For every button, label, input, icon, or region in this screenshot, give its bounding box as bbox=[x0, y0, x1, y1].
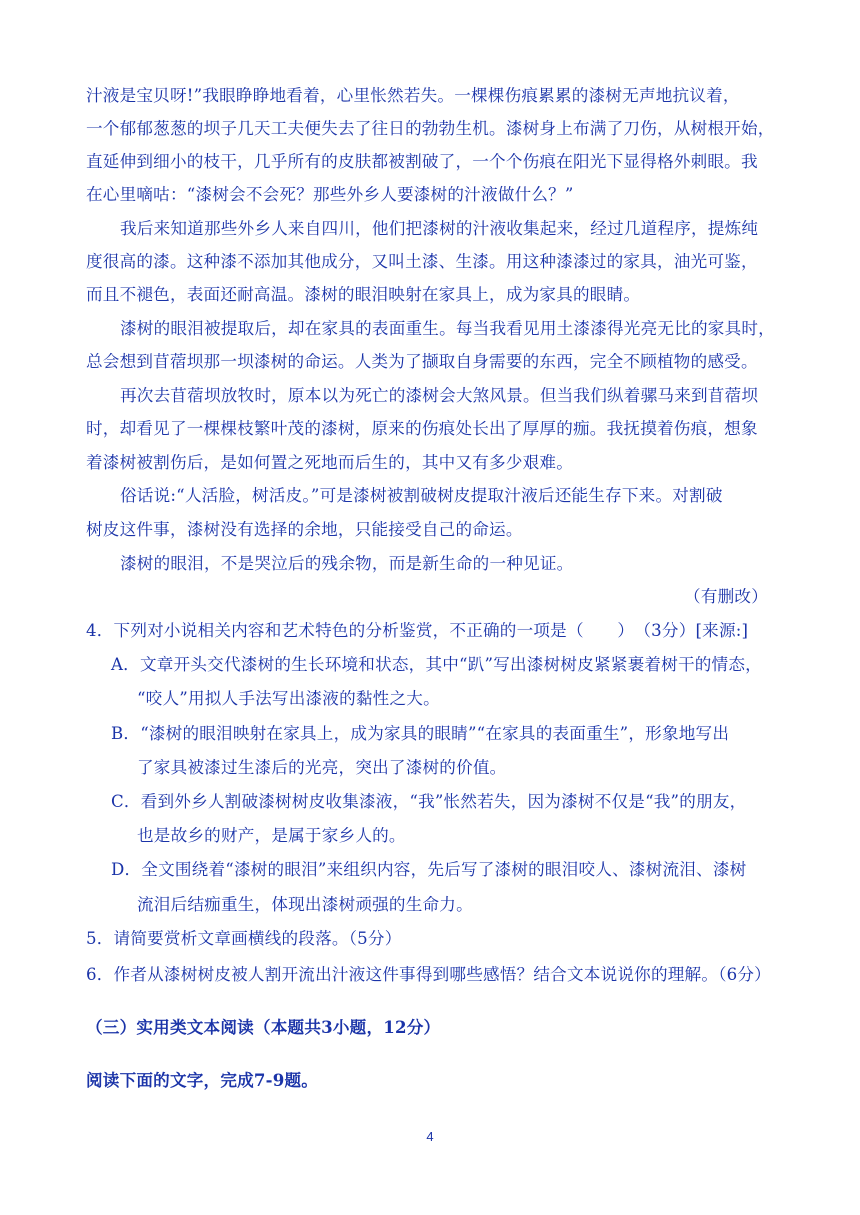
option-a-cont: “咬人”用拟人手法写出漆液的黏性之大。 bbox=[137, 689, 440, 708]
passage-line: 再次去苜蓿坝放牧时，原本以为死亡的漆树会大煞风景。但当我们纵着骡马来到苜蓿坝 bbox=[120, 386, 759, 405]
question-5: 5．请简要赏析文章画横线的段落。（5分） bbox=[86, 929, 402, 948]
passage-line: 树皮这件事，漆树没有选择的余地，只能接受自己的命运。 bbox=[86, 520, 523, 539]
question-6: 6．作者从漆树树皮被人割开流出汁液这件事得到哪些感悟？结合文本说说你的理解。（6分） bbox=[86, 965, 771, 984]
passage-line: 一个郁郁葱葱的坝子几天工夫便失去了往日的勃勃生机。漆树身上布满了刀伤，从树根开始， bbox=[86, 119, 775, 138]
source-note: （有删改） bbox=[684, 587, 768, 606]
option-a: A．文章开头交代漆树的生长环境和状态，其中“趴”写出漆树树皮紧紧裹着树干的情态， bbox=[111, 655, 762, 674]
passage-line: 着漆树被割伤后，是如何置之死地而后生的，其中又有多少艰难。 bbox=[86, 453, 574, 472]
page-number: 4 bbox=[426, 1129, 434, 1144]
question-4: 4．下列对小说相关内容和艺术特色的分析鉴赏，不正确的一项是（ ） （3分）[来源:] bbox=[86, 621, 749, 640]
passage-line: 时，却看见了一棵棵枝繁叶茂的漆树，原来的伤痕处长出了厚厚的痂。我抚摸着伤痕，想象 bbox=[86, 419, 758, 438]
passage-line: 漆树的眼泪，不是哭泣后的残余物，而是新生命的一种见证。 bbox=[120, 554, 574, 573]
passage-line: 在心里嘀咕：“漆树会不会死？那些外乡人要漆树的汁液做什么？” bbox=[86, 185, 574, 204]
passage-line: 汁液是宝贝呀!”我眼睁睁地看着，心里怅然若失。一棵棵伤痕累累的漆树无声地抗议着， bbox=[86, 86, 740, 105]
option-c: C．看到外乡人割破漆树树皮收集漆液，“我”怅然若失，因为漆树不仅是“我”的朋友， bbox=[111, 792, 747, 811]
section-heading: （三）实用类文本阅读（本题共3小题，12分） bbox=[86, 1017, 441, 1037]
option-d-cont: 流泪后结痂重生，体现出漆树顽强的生命力。 bbox=[137, 895, 473, 914]
passage-line: 直延伸到细小的枝干，几乎所有的皮肤都被割破了，一个个伤痕在阳光下显得格外刺眼。我 bbox=[86, 152, 758, 171]
option-b-cont: 了家具被漆过生漆后的光亮，突出了漆树的价值。 bbox=[137, 758, 507, 777]
passage-line: 总会想到苜蓿坝那一坝漆树的命运。人类为了撷取自身需要的东西，完全不顾植物的感受。 bbox=[86, 352, 758, 371]
option-c-cont: 也是故乡的财产，是属于家乡人的。 bbox=[137, 826, 406, 845]
option-b: B．“漆树的眼泪映射在家具上，成为家具的眼睛”“在家具的表面重生”，形象地写出 bbox=[111, 724, 730, 743]
passage-line: 而且不褪色，表面还耐高温。漆树的眼泪映射在家具上，成为家具的眼睛。 bbox=[86, 285, 641, 304]
section-instruction: 阅读下面的文字，完成7-9题。 bbox=[86, 1070, 319, 1090]
passage-line: 俗话说:“人活脸，树活皮。”可是漆树被割破树皮提取汁液后还能生存下来。对割破 bbox=[120, 486, 723, 505]
passage-line: 漆树的眼泪被提取后，却在家具的表面重生。每当我看见用土漆漆得光亮无比的家具时， bbox=[120, 319, 775, 338]
passage-line: 度很高的漆。这种漆不添加其他成分，又叫土漆、生漆。用这种漆漆过的家具，油光可鉴， bbox=[86, 252, 758, 271]
option-d: D．全文围绕着“漆树的眼泪”来组织内容，先后写了漆树的眼泪咬人、漆树流泪、漆树 bbox=[111, 860, 747, 879]
passage-line: 我后来知道那些外乡人来自四川，他们把漆树的汁液收集起来，经过几道程序，提炼纯 bbox=[120, 219, 759, 238]
